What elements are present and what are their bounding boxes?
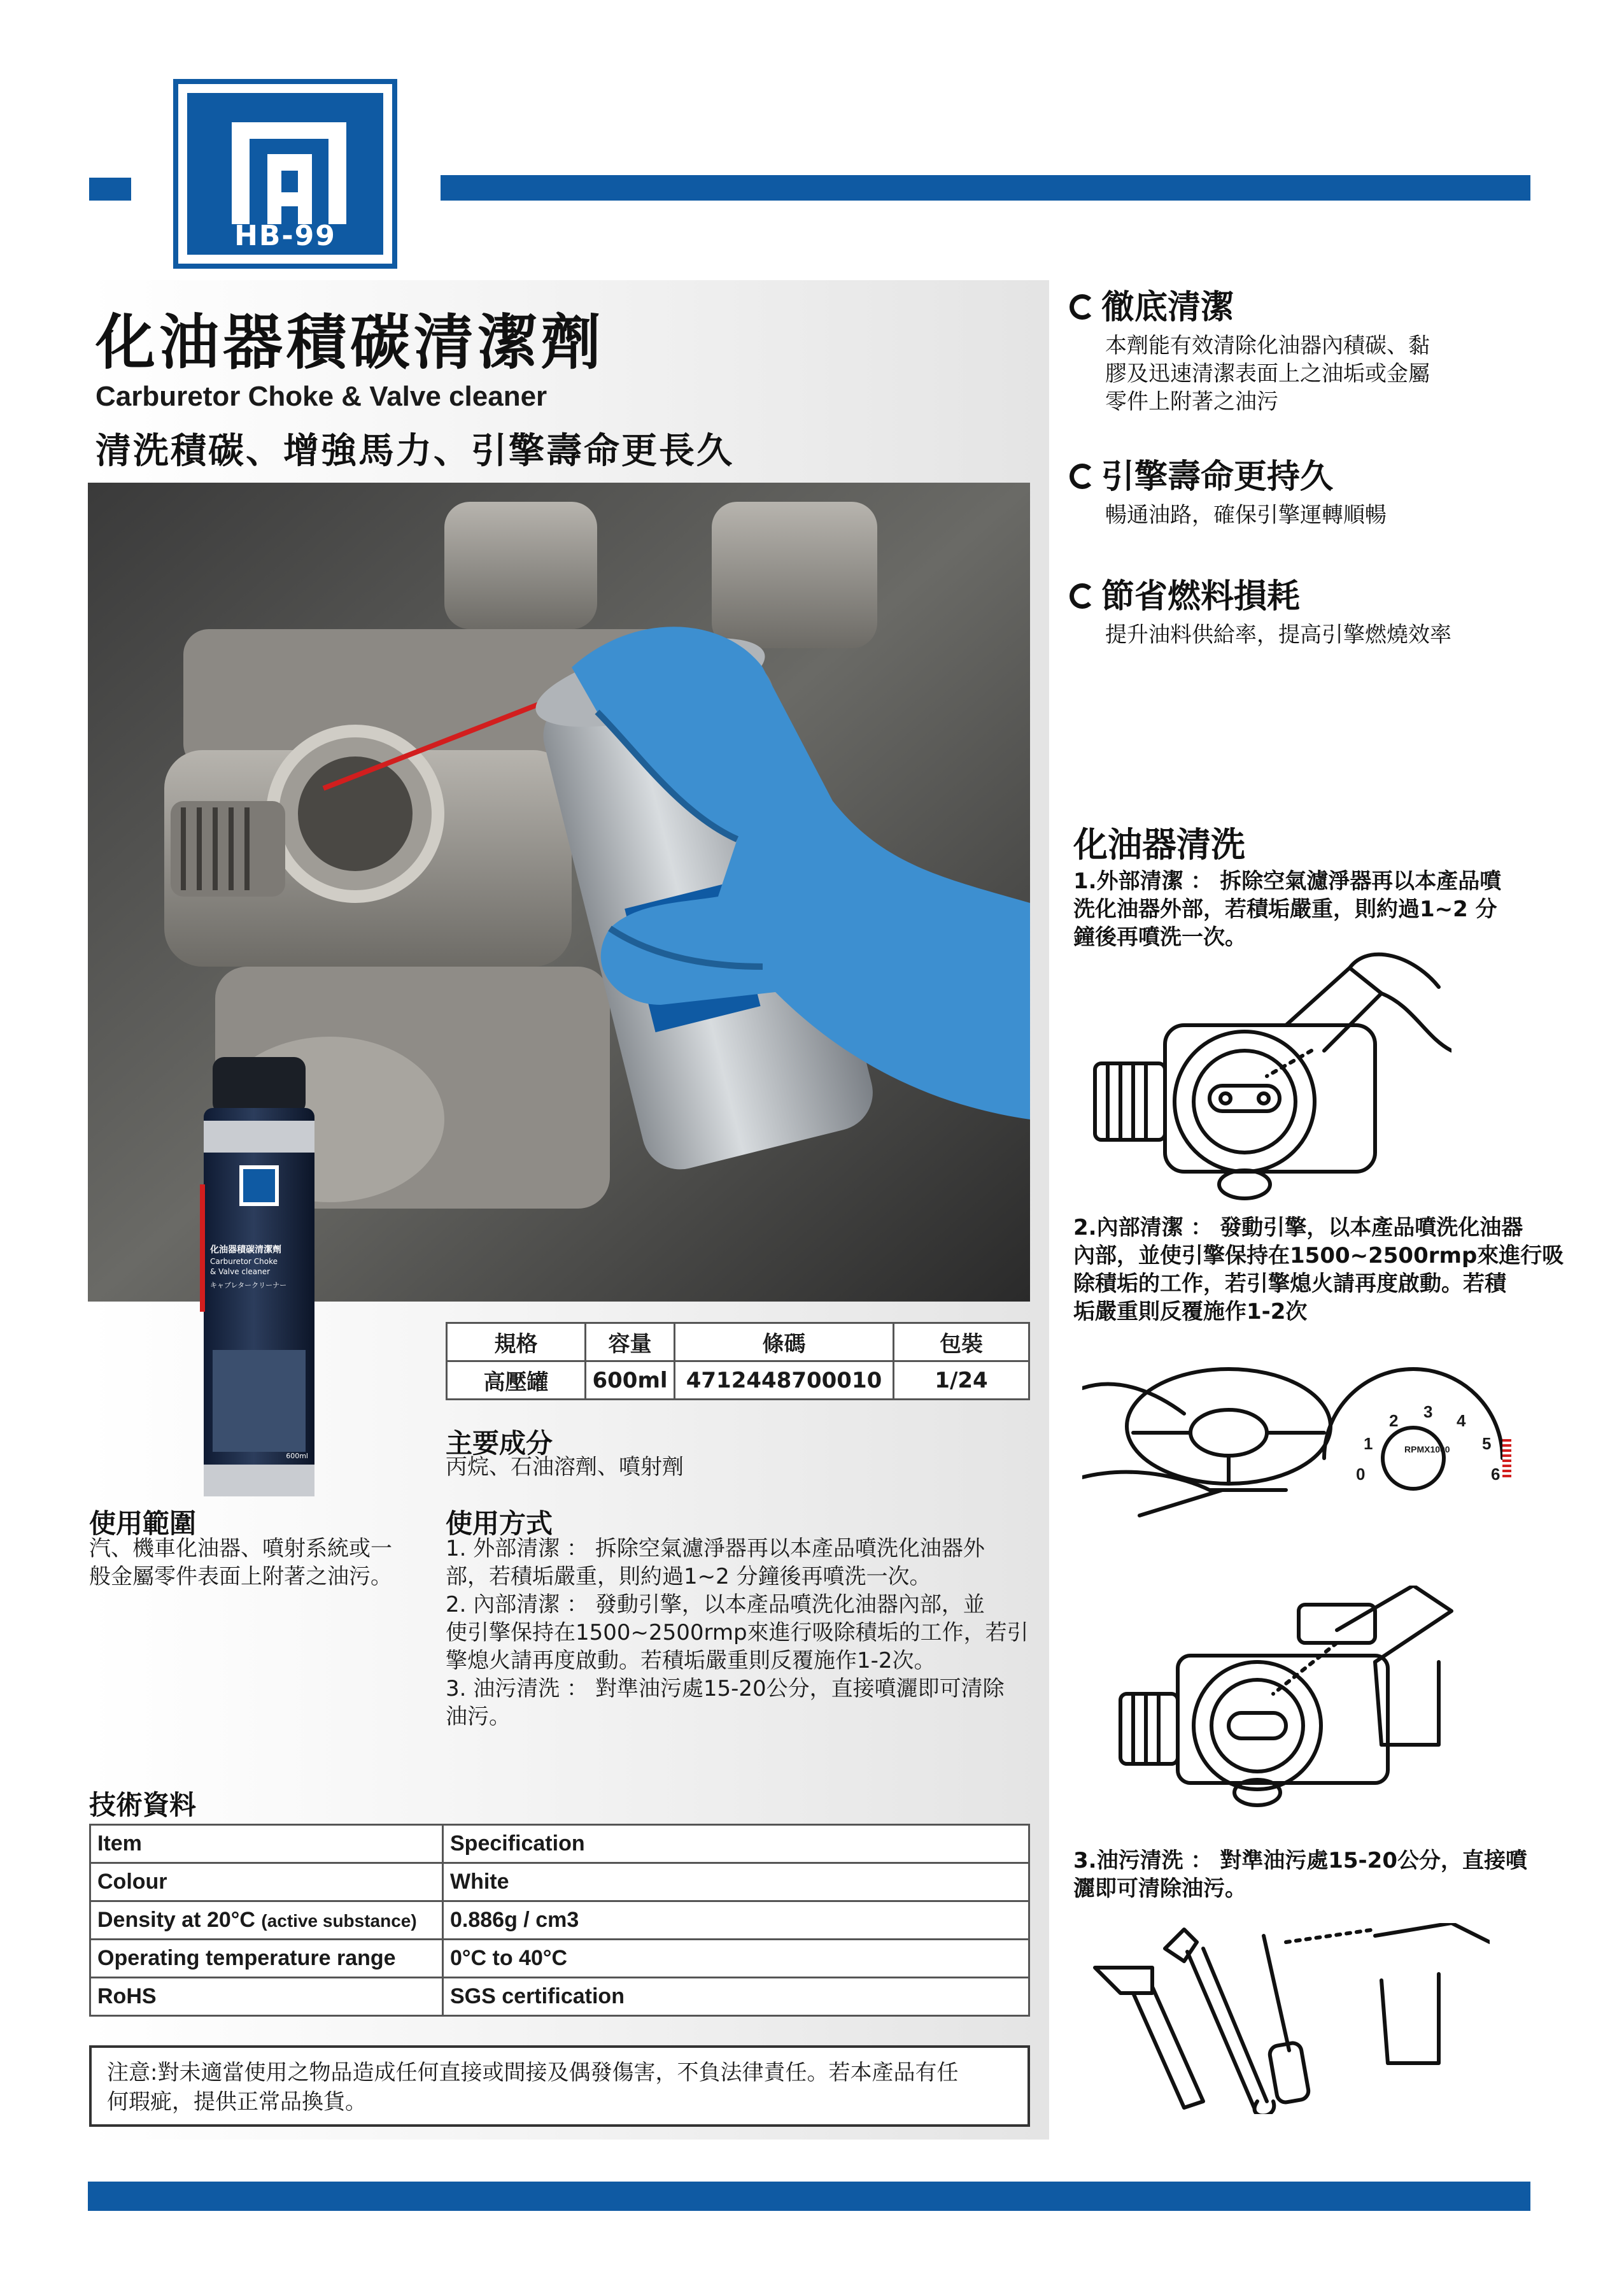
step-line: 2.內部清潔 ： 發動引擎，以本產品噴洗化油器 [1073, 1215, 1523, 1240]
tech-cell-density [90, 1901, 443, 1940]
product-tagline: 清洗積碳、增強馬力、引擎壽命更長久 [95, 430, 734, 472]
spec-header-cell: 包裝 [894, 1323, 1029, 1361]
spec-header-cell: 條碼 [675, 1323, 894, 1361]
tech-cell: RoHS [90, 1978, 443, 2016]
spec-cell: 高壓罐 [447, 1361, 586, 1400]
cleaning-step1 [1073, 867, 1501, 951]
notice-line: 何瑕疵，提供正常品換貨。 [107, 2089, 367, 2115]
tech-table [89, 1824, 1030, 2017]
ingredients-text: 丙烷、石油溶劑、噴射劑 [446, 1454, 684, 1480]
feature-line: 暢通油路，確保引擎運轉順暢 [1105, 502, 1387, 528]
product-title-zh: 化油器積碳清潔劑 [95, 308, 605, 378]
tech-cell: Operating temperature range [90, 1940, 443, 1978]
scope-text [89, 1535, 392, 1591]
scope-title: 使用範圍 [89, 1508, 197, 1539]
spec-table [446, 1322, 1030, 1400]
feature-3 [1070, 569, 1451, 649]
tech-row [90, 1863, 1029, 1901]
header-bar-right [441, 175, 1530, 201]
bullet-c-icon [1070, 294, 1095, 320]
illustration-tools [1082, 1923, 1490, 2114]
bullet-c-icon [1070, 583, 1095, 609]
bottle-label-volume: 600ml [286, 1452, 308, 1460]
screwdriver-icon [1264, 1936, 1289, 2050]
usage-line: 3. 油污清洗 ： 對準油污處15-20公分，直接噴灑即可清除 [446, 1676, 1005, 1701]
tech-row [90, 1825, 1029, 1863]
product-title-en: Carburetor Choke & Valve cleaner [95, 381, 547, 412]
notice-line: 注意:對未適當使用之物品造成任何直接或間接及偶發傷害，不負法律責任。若本產品有任 [107, 2060, 959, 2085]
tach-number: 2 [1389, 1411, 1399, 1430]
cleaning-step3 [1073, 1847, 1527, 1903]
logo-mark-icon [191, 97, 387, 224]
step-line: 垢嚴重則反覆施作1-2次 [1073, 1299, 1308, 1324]
tach-number: 1 [1364, 1434, 1373, 1453]
feature-line: 零件上附著之油污 [1105, 389, 1278, 415]
hammer-icon [1095, 1968, 1152, 1993]
tech-row [90, 1901, 1029, 1940]
tachometer [1343, 1388, 1522, 1490]
step-line: 灑即可清除油污。 [1073, 1876, 1246, 1901]
step-line: 3.油污清洗 ： 對準油污處15-20公分，直接噴 [1073, 1848, 1527, 1873]
step-line: 除積垢的工作，若引擎熄火請再度啟動。若積 [1073, 1271, 1506, 1296]
spec-cell: 600ml [586, 1361, 675, 1400]
feature-1 [1070, 280, 1430, 416]
tech-cell: Specification [443, 1825, 1029, 1863]
spec-cell: 1/24 [894, 1361, 1029, 1400]
illustration-exterior-clean [1082, 949, 1451, 1203]
step-line: 內部，並使引擎保持在1500~2500rmp來進行吸 [1073, 1243, 1564, 1268]
step-line: 1.外部清潔 ： 拆除空氣濾淨器再以本產品噴 [1073, 869, 1502, 894]
tech-cell: White [443, 1863, 1029, 1901]
bottle-label-zh: 化油器積碳清潔劑 [210, 1245, 281, 1255]
cleaning-step2 [1073, 1214, 1564, 1326]
tach-number: 4 [1457, 1411, 1466, 1430]
bottle-label-jp: キャブレタークリーナー [210, 1281, 287, 1289]
feature-line: 膠及迅速清潔表面上之油垢或金屬 [1105, 361, 1430, 387]
spec-header-cell: 規格 [447, 1323, 586, 1361]
usage-line: 1. 外部清潔 ： 拆除空氣濾淨器再以本產品噴洗化油器外 [446, 1536, 985, 1561]
tach-number: 5 [1482, 1434, 1492, 1453]
usage-title: 使用方式 [446, 1508, 553, 1539]
feature-title: 徹底清潔 [1101, 288, 1234, 327]
product-bottle-image [200, 1057, 318, 1496]
tech-cell: Item [90, 1825, 443, 1863]
tech-row [90, 1940, 1029, 1978]
tech-cell: Colour [90, 1863, 443, 1901]
feature-line: 提升油料供給率，提高引擎燃燒效率 [1105, 622, 1451, 648]
disclaimer-notice [89, 2045, 1030, 2127]
scope-line: 般金屬零件表面上附著之油污。 [89, 1564, 392, 1589]
footer-bar [88, 2182, 1530, 2211]
tach-number: 0 [1356, 1465, 1366, 1484]
feature-line: 本劑能有效清除化油器內積碳、黏 [1105, 333, 1430, 359]
bottle-label-en1: Carburetor Choke [210, 1257, 278, 1266]
usage-line: 2. 內部清潔 ： 發動引擎，以本產品噴洗化油器內部，並 [446, 1592, 985, 1617]
tach-label: RPMX1000 [1404, 1444, 1450, 1454]
header-bar-left [89, 178, 131, 201]
tech-cell: SGS certification [443, 1978, 1029, 2016]
density-label: Density at 20°C [97, 1908, 255, 1932]
step-line: 洗化油器外部，若積垢嚴重，則約過1~2 分 [1073, 897, 1497, 922]
usage-line: 油污。 [446, 1704, 511, 1729]
bullet-c-icon [1070, 464, 1095, 489]
step-line: 鐘後再噴洗一次。 [1073, 925, 1246, 950]
ingredients-title: 主要成分 [446, 1428, 553, 1459]
spec-table-header-row [447, 1323, 1029, 1361]
spec-table-row [447, 1361, 1029, 1400]
tech-row [90, 1978, 1029, 2016]
spec-header-cell: 容量 [586, 1323, 675, 1361]
usage-line: 擎熄火請再度啟動。若積垢嚴重則反覆施作1-2次。 [446, 1648, 936, 1673]
tach-number: 3 [1423, 1402, 1433, 1421]
feature-title: 引擎壽命更持久 [1101, 458, 1334, 496]
illustration-engine-start [1082, 1363, 1541, 1535]
usage-text [446, 1535, 1029, 1731]
brand-logo [173, 79, 397, 269]
spec-cell: 4712448700010 [675, 1361, 894, 1400]
illustration-interior-clean [1082, 1586, 1464, 1815]
usage-line: 使引擎保持在1500~2500rmp來進行吸除積垢的工作，若引 [446, 1620, 1029, 1645]
scope-line: 汽、機車化油器、噴射系統或一 [89, 1536, 392, 1561]
tech-cell: 0.886g / cm3 [443, 1901, 1029, 1940]
tach-redline [1502, 1439, 1511, 1477]
tech-cell: 0°C to 40°C [443, 1940, 1029, 1978]
density-note: (active substance) [261, 1911, 417, 1931]
feature-2 [1070, 450, 1387, 529]
cleaning-title: 化油器清洗 [1073, 825, 1245, 865]
bottle-label-en2: & Valve cleaner [210, 1267, 271, 1276]
logo-text: HB-99 [234, 220, 336, 252]
feature-title: 節省燃料損耗 [1101, 578, 1301, 616]
tach-number: 6 [1491, 1465, 1500, 1484]
usage-line: 部，若積垢嚴重，則約過1~2 分鐘後再噴洗一次。 [446, 1564, 931, 1589]
tech-title: 技術資料 [89, 1789, 197, 1821]
